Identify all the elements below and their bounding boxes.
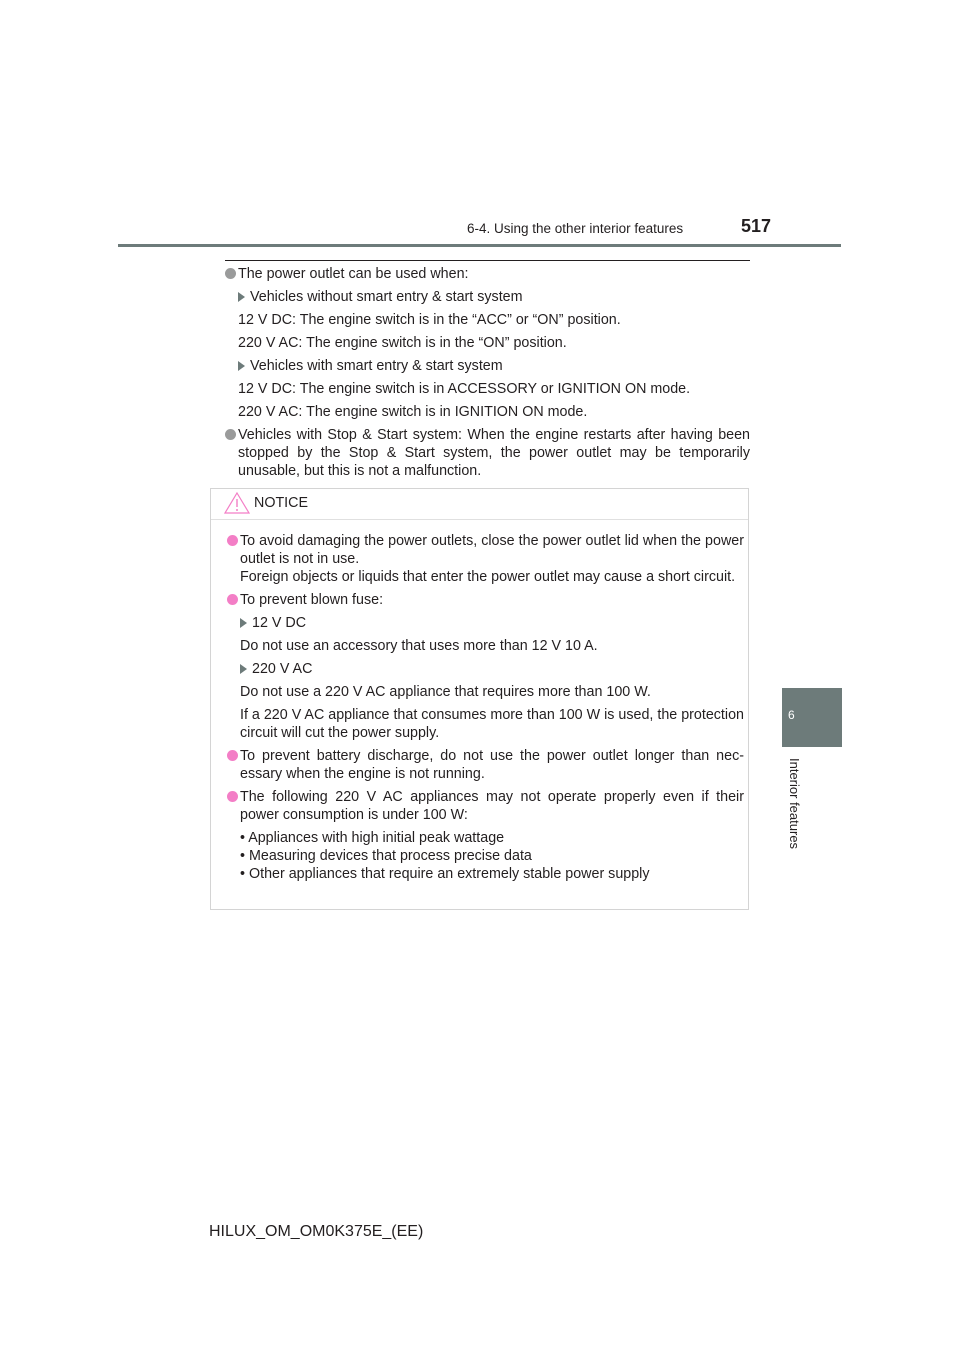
bullet-dot (225, 429, 236, 440)
main-content (225, 265, 750, 485)
list-item: • Appliances with high initial peak wattage (240, 830, 505, 846)
appliance-list (227, 829, 744, 883)
bullet-usage: The power outlet can be used when: (225, 265, 750, 283)
notice-bullet-appliances: The following 220 V AC appliances may not operate properly even if their power consumption is under 100 W: (227, 788, 744, 824)
notice-content (227, 532, 744, 888)
header-section-title: 6-4. Using the other interior features (467, 221, 684, 236)
chapter-tab (782, 688, 842, 747)
sub-heading-220v: 220 V AC (227, 660, 744, 678)
paragraph: 220 V AC: The engine switch is in the “ON” position. (238, 335, 567, 351)
bullet-dot (225, 268, 236, 279)
arrow-right-icon (240, 618, 247, 628)
chapter-label: Interior features (787, 758, 802, 850)
bullet-dot (227, 594, 238, 605)
arrow-right-icon (238, 292, 245, 302)
content-top-rule (225, 260, 750, 261)
paragraph: Do not use a 220 V AC appliance that requires more than 100 W. (240, 684, 651, 700)
sub-heading-with-smart-entry: Vehicles with smart entry & start system (225, 357, 750, 375)
arrow-right-icon (240, 664, 247, 674)
bullet-dot (227, 535, 238, 546)
bullet-dot (227, 750, 238, 761)
list-item: • Measuring devices that process precise data (240, 848, 532, 864)
notice-bullet-fuse: To prevent blown fuse: (227, 591, 744, 609)
page-number: 517 (741, 216, 772, 236)
bullet-dot (227, 791, 238, 802)
notice-box (210, 488, 749, 910)
paragraph: 220 V AC: The engine switch is in IGNITION ON mode. (238, 404, 588, 420)
paragraph: If a 220 V AC appliance that consumes more than 100 W is used, the protection circuit will cut the power supply. (240, 707, 744, 741)
warning-icon (224, 492, 250, 514)
paragraph: Do not use an accessory that uses more than 12 V 10 A. (240, 638, 598, 654)
chapter-number: 6 (788, 708, 795, 722)
footer-doc-code: HILUX_OM_OM0K375E_(EE) (209, 1223, 424, 1240)
notice-bullet-lid: To avoid damaging the power outlets, close the power outlet lid when the power outlet is not in use. Foreign objects or liquids that enter the power outlet may cause a short circuit. (227, 532, 744, 586)
paragraph: 12 V DC: The engine switch is in the “ACC” or “ON” position. (238, 312, 621, 328)
sub-heading-12v: 12 V DC (227, 614, 744, 632)
arrow-right-icon (238, 361, 245, 371)
notice-header (211, 489, 748, 520)
paragraph: 12 V DC: The engine switch is in ACCESSORY or IGNITION ON mode. (238, 381, 691, 397)
bullet-stop-start: Vehicles with Stop & Start system: When the engine restarts after having been stopped by the Stop & Start system, the power outlet may be temporarily unusable, but this is not a malfunction. (225, 426, 750, 480)
sub-heading-without-smart-entry: Vehicles without smart entry & start system (225, 288, 750, 306)
notice-bullet-battery: To prevent battery discharge, do not use the power outlet longer than necessary when the engine is not running. (227, 747, 744, 783)
notice-title: NOTICE (254, 495, 309, 511)
list-item: • Other appliances that require an extremely stable power supply (240, 866, 650, 882)
header-rule (118, 244, 841, 247)
